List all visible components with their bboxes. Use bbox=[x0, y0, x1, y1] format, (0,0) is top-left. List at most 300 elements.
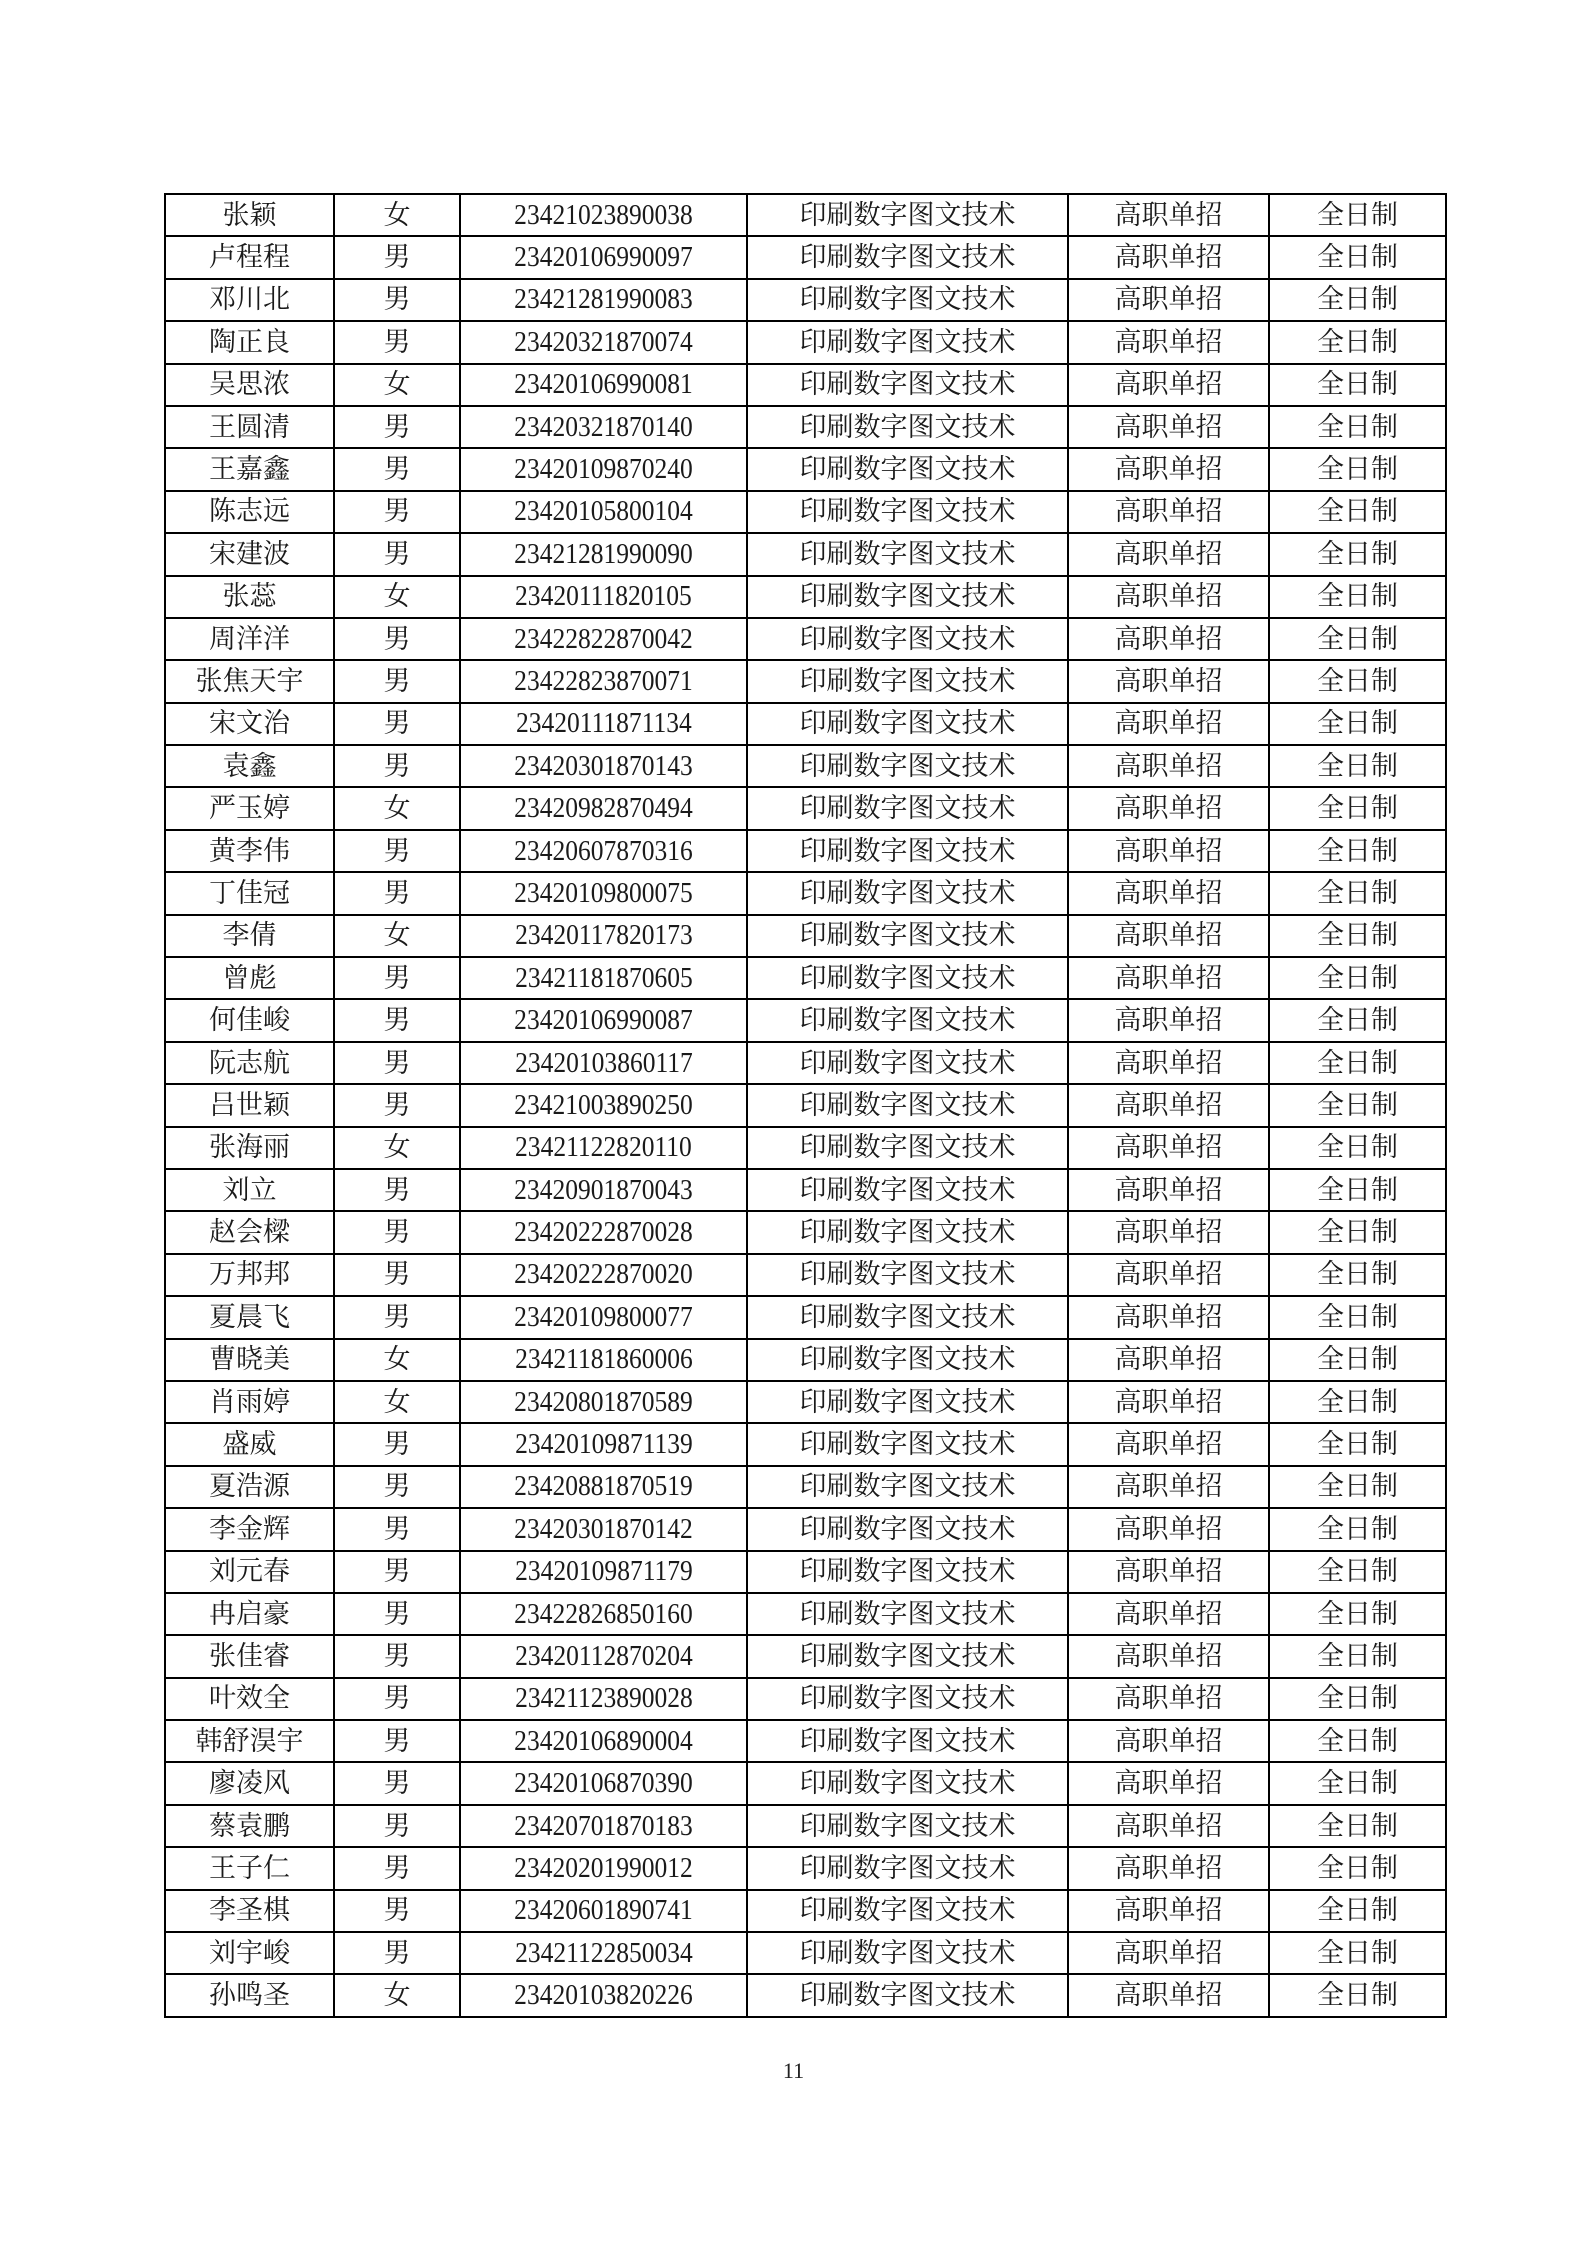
major-text: 印刷数字图文技术 bbox=[799, 1132, 1016, 1164]
student-name-cell bbox=[165, 957, 334, 999]
candidate-id-text: 23420109800077 bbox=[514, 1300, 693, 1333]
gender-cell bbox=[334, 1381, 460, 1423]
study-mode-cell bbox=[1269, 1635, 1446, 1677]
table-row bbox=[165, 533, 1446, 575]
major-text: 印刷数字图文技术 bbox=[799, 454, 1016, 486]
study-mode-cell bbox=[1269, 1762, 1446, 1804]
major-text: 印刷数字图文技术 bbox=[799, 581, 1016, 613]
table-row bbox=[165, 1932, 1446, 1974]
admission-type-text: 高职单招 bbox=[1114, 1725, 1223, 1757]
gender-text: 男 bbox=[383, 1810, 411, 1842]
major-cell bbox=[747, 576, 1068, 618]
candidate-id-text: 23421181870605 bbox=[514, 961, 693, 994]
study-mode-cell bbox=[1269, 576, 1446, 618]
candidate-id-cell bbox=[460, 1169, 747, 1211]
study-mode-cell bbox=[1269, 448, 1446, 490]
admission-type-text: 高职单招 bbox=[1114, 793, 1223, 825]
table-row bbox=[165, 448, 1446, 490]
candidate-id-text: 23420601890741 bbox=[514, 1894, 693, 1927]
gender-text: 男 bbox=[383, 326, 411, 358]
admission-type-cell bbox=[1068, 1169, 1269, 1211]
candidate-id-text: 23421181860006 bbox=[514, 1343, 693, 1376]
candidate-id-text: 23420103820226 bbox=[514, 1979, 693, 2012]
major-text: 印刷数字图文技术 bbox=[799, 1683, 1016, 1715]
student-name-text: 王嘉鑫 bbox=[209, 454, 290, 486]
study-mode-text: 全日制 bbox=[1317, 920, 1398, 952]
candidate-id-cell bbox=[460, 1381, 747, 1423]
major-text: 印刷数字图文技术 bbox=[799, 1047, 1016, 1079]
study-mode-text: 全日制 bbox=[1317, 369, 1398, 401]
major-cell bbox=[747, 872, 1068, 914]
study-mode-text: 全日制 bbox=[1317, 199, 1398, 231]
study-mode-cell bbox=[1269, 279, 1446, 321]
admission-type-cell bbox=[1068, 1339, 1269, 1381]
student-name-text: 刘元春 bbox=[209, 1556, 290, 1588]
study-mode-text: 全日制 bbox=[1317, 1259, 1398, 1291]
study-mode-text: 全日制 bbox=[1317, 496, 1398, 528]
student-name-cell bbox=[165, 321, 334, 363]
admission-type-text: 高职单招 bbox=[1114, 1640, 1223, 1672]
gender-cell bbox=[334, 1593, 460, 1635]
study-mode-text: 全日制 bbox=[1317, 411, 1398, 443]
gender-cell bbox=[334, 1084, 460, 1126]
gender-cell bbox=[334, 1254, 460, 1296]
study-mode-cell bbox=[1269, 533, 1446, 575]
candidate-id-cell bbox=[460, 1890, 747, 1932]
major-cell bbox=[747, 787, 1068, 829]
study-mode-text: 全日制 bbox=[1317, 1980, 1398, 2012]
student-name-cell bbox=[165, 915, 334, 957]
candidate-id-text: 23421023890038 bbox=[514, 198, 693, 231]
admission-type-text: 高职单招 bbox=[1114, 326, 1223, 358]
admission-type-cell bbox=[1068, 1974, 1269, 2016]
gender-text: 男 bbox=[383, 1259, 411, 1291]
candidate-id-cell bbox=[460, 491, 747, 533]
gender-text: 男 bbox=[383, 1217, 411, 1249]
student-name-cell bbox=[165, 787, 334, 829]
admission-type-cell bbox=[1068, 491, 1269, 533]
study-mode-cell bbox=[1269, 406, 1446, 448]
student-name-text: 叶效全 bbox=[209, 1683, 290, 1715]
major-text: 印刷数字图文技术 bbox=[799, 1810, 1016, 1842]
major-cell bbox=[747, 1508, 1068, 1550]
candidate-id-text: 23420103860117 bbox=[514, 1046, 693, 1079]
major-text: 印刷数字图文技术 bbox=[799, 1429, 1016, 1461]
student-name-text: 赵会樑 bbox=[209, 1217, 290, 1249]
major-cell bbox=[747, 618, 1068, 660]
table-row bbox=[165, 618, 1446, 660]
student-name-text: 袁鑫 bbox=[222, 750, 277, 782]
candidate-id-text: 23421122820110 bbox=[515, 1131, 692, 1164]
study-mode-text: 全日制 bbox=[1317, 1386, 1398, 1418]
major-cell bbox=[747, 745, 1068, 787]
candidate-id-text: 23421281990090 bbox=[514, 537, 693, 570]
admission-type-cell bbox=[1068, 1551, 1269, 1593]
student-name-cell bbox=[165, 1932, 334, 1974]
candidate-id-cell bbox=[460, 1339, 747, 1381]
study-mode-cell bbox=[1269, 618, 1446, 660]
major-text: 印刷数字图文技术 bbox=[799, 1980, 1016, 2012]
major-cell bbox=[747, 703, 1068, 745]
study-mode-text: 全日制 bbox=[1317, 623, 1398, 655]
study-mode-cell bbox=[1269, 1381, 1446, 1423]
gender-text: 女 bbox=[383, 369, 411, 401]
major-text: 印刷数字图文技术 bbox=[799, 1852, 1016, 1884]
student-name-text: 阮志航 bbox=[209, 1047, 290, 1079]
admission-type-text: 高职单招 bbox=[1114, 1980, 1223, 2012]
study-mode-text: 全日制 bbox=[1317, 1301, 1398, 1333]
gender-text: 男 bbox=[383, 1089, 411, 1121]
gender-text: 男 bbox=[383, 1640, 411, 1672]
study-mode-cell bbox=[1269, 1890, 1446, 1932]
table-row bbox=[165, 1551, 1446, 1593]
candidate-id-text: 23420222870028 bbox=[514, 1216, 693, 1249]
table-row bbox=[165, 915, 1446, 957]
candidate-id-text: 23420301870142 bbox=[514, 1512, 693, 1545]
study-mode-text: 全日制 bbox=[1317, 1471, 1398, 1503]
student-name-cell bbox=[165, 618, 334, 660]
student-name-text: 陶正良 bbox=[209, 326, 290, 358]
student-name-cell bbox=[165, 236, 334, 278]
gender-text: 男 bbox=[383, 750, 411, 782]
study-mode-text: 全日制 bbox=[1317, 1089, 1398, 1121]
study-mode-text: 全日制 bbox=[1317, 284, 1398, 316]
student-name-cell bbox=[165, 1635, 334, 1677]
study-mode-cell bbox=[1269, 1847, 1446, 1889]
major-cell bbox=[747, 1296, 1068, 1338]
student-name-cell bbox=[165, 1466, 334, 1508]
gender-cell bbox=[334, 1890, 460, 1932]
gender-text: 男 bbox=[383, 1471, 411, 1503]
admission-type-text: 高职单招 bbox=[1114, 962, 1223, 994]
gender-cell bbox=[334, 364, 460, 406]
student-name-cell bbox=[165, 1381, 334, 1423]
student-name-text: 周洋洋 bbox=[209, 623, 290, 655]
candidate-id-text: 23420117820173 bbox=[514, 919, 693, 952]
candidate-id-cell bbox=[460, 194, 747, 236]
admission-type-cell bbox=[1068, 1678, 1269, 1720]
study-mode-text: 全日制 bbox=[1317, 454, 1398, 486]
major-text: 印刷数字图文技术 bbox=[799, 1386, 1016, 1418]
roster-body bbox=[165, 194, 1446, 2017]
admission-type-text: 高职单招 bbox=[1114, 1429, 1223, 1461]
table-row bbox=[165, 236, 1446, 278]
candidate-id-cell bbox=[460, 1762, 747, 1804]
table-row bbox=[165, 1890, 1446, 1932]
major-text: 印刷数字图文技术 bbox=[799, 1513, 1016, 1545]
major-cell bbox=[747, 1762, 1068, 1804]
major-text: 印刷数字图文技术 bbox=[799, 708, 1016, 740]
table-row bbox=[165, 660, 1446, 702]
study-mode-text: 全日制 bbox=[1317, 1895, 1398, 1927]
admission-type-cell bbox=[1068, 1084, 1269, 1126]
gender-cell bbox=[334, 406, 460, 448]
study-mode-cell bbox=[1269, 194, 1446, 236]
table-row bbox=[165, 406, 1446, 448]
student-name-text: 吴思浓 bbox=[209, 369, 290, 401]
student-name-text: 张佳睿 bbox=[209, 1640, 290, 1672]
admission-type-text: 高职单招 bbox=[1114, 1471, 1223, 1503]
admission-type-cell bbox=[1068, 448, 1269, 490]
gender-cell bbox=[334, 1847, 460, 1889]
major-cell bbox=[747, 1211, 1068, 1253]
candidate-id-cell bbox=[460, 1720, 747, 1762]
table-row bbox=[165, 491, 1446, 533]
candidate-id-cell bbox=[460, 745, 747, 787]
major-text: 印刷数字图文技术 bbox=[799, 1640, 1016, 1672]
admission-type-text: 高职单招 bbox=[1114, 1683, 1223, 1715]
major-text: 印刷数字图文技术 bbox=[799, 835, 1016, 867]
gender-cell bbox=[334, 787, 460, 829]
study-mode-text: 全日制 bbox=[1317, 1556, 1398, 1588]
major-cell bbox=[747, 321, 1068, 363]
candidate-id-text: 23420301870143 bbox=[514, 749, 693, 782]
admission-type-cell bbox=[1068, 533, 1269, 575]
gender-cell bbox=[334, 1466, 460, 1508]
candidate-id-text: 23420201990012 bbox=[514, 1851, 693, 1884]
gender-cell bbox=[334, 618, 460, 660]
candidate-id-cell bbox=[460, 915, 747, 957]
admission-type-text: 高职单招 bbox=[1114, 1344, 1223, 1376]
admission-type-cell bbox=[1068, 957, 1269, 999]
gender-text: 男 bbox=[383, 1513, 411, 1545]
student-name-cell bbox=[165, 1127, 334, 1169]
study-mode-cell bbox=[1269, 321, 1446, 363]
table-row bbox=[165, 1211, 1446, 1253]
candidate-id-text: 23420801870589 bbox=[514, 1385, 693, 1418]
gender-cell bbox=[334, 703, 460, 745]
gender-cell bbox=[334, 1762, 460, 1804]
table-row bbox=[165, 1593, 1446, 1635]
candidate-id-cell bbox=[460, 1551, 747, 1593]
gender-cell bbox=[334, 1296, 460, 1338]
candidate-id-text: 23421123890028 bbox=[514, 1682, 693, 1715]
candidate-id-cell bbox=[460, 618, 747, 660]
study-mode-cell bbox=[1269, 872, 1446, 914]
table-row bbox=[165, 321, 1446, 363]
student-name-cell bbox=[165, 1508, 334, 1550]
student-name-text: 王子仁 bbox=[209, 1852, 290, 1884]
table-row bbox=[165, 703, 1446, 745]
major-cell bbox=[747, 1339, 1068, 1381]
student-name-text: 张颖 bbox=[222, 199, 277, 231]
gender-text: 男 bbox=[383, 1005, 411, 1037]
major-text: 印刷数字图文技术 bbox=[799, 920, 1016, 952]
major-text: 印刷数字图文技术 bbox=[799, 1725, 1016, 1757]
gender-cell bbox=[334, 872, 460, 914]
gender-text: 女 bbox=[383, 793, 411, 825]
student-name-cell bbox=[165, 279, 334, 321]
candidate-id-text: 23420106990081 bbox=[514, 368, 693, 401]
candidate-id-text: 23420106990087 bbox=[514, 1004, 693, 1037]
student-name-text: 黄李伟 bbox=[209, 835, 290, 867]
major-cell bbox=[747, 236, 1068, 278]
student-name-text: 张蕊 bbox=[222, 581, 277, 613]
study-mode-text: 全日制 bbox=[1317, 1725, 1398, 1757]
student-name-text: 肖雨婷 bbox=[209, 1386, 290, 1418]
admission-type-text: 高职单招 bbox=[1114, 1895, 1223, 1927]
candidate-id-cell bbox=[460, 787, 747, 829]
major-cell bbox=[747, 533, 1068, 575]
student-name-cell bbox=[165, 703, 334, 745]
admission-type-cell bbox=[1068, 1847, 1269, 1889]
admission-type-cell bbox=[1068, 1466, 1269, 1508]
admission-type-cell bbox=[1068, 1762, 1269, 1804]
candidate-id-text: 23420109871179 bbox=[514, 1555, 693, 1588]
gender-text: 男 bbox=[383, 623, 411, 655]
major-cell bbox=[747, 279, 1068, 321]
admission-type-text: 高职单招 bbox=[1114, 1047, 1223, 1079]
study-mode-cell bbox=[1269, 957, 1446, 999]
candidate-id-text: 23422822870042 bbox=[514, 622, 693, 655]
candidate-id-cell bbox=[460, 364, 747, 406]
candidate-id-text: 23422823870071 bbox=[514, 664, 693, 697]
candidate-id-cell bbox=[460, 1508, 747, 1550]
table-row bbox=[165, 364, 1446, 406]
gender-text: 男 bbox=[383, 835, 411, 867]
student-name-cell bbox=[165, 1423, 334, 1465]
table-row bbox=[165, 1508, 1446, 1550]
admission-type-text: 高职单招 bbox=[1114, 369, 1223, 401]
table-row bbox=[165, 1720, 1446, 1762]
candidate-id-text: 23421003890250 bbox=[514, 1088, 693, 1121]
gender-text: 男 bbox=[383, 1556, 411, 1588]
student-name-text: 张海丽 bbox=[209, 1132, 290, 1164]
gender-text: 女 bbox=[383, 581, 411, 613]
admission-type-text: 高职单招 bbox=[1114, 581, 1223, 613]
study-mode-cell bbox=[1269, 1423, 1446, 1465]
student-name-text: 刘立 bbox=[222, 1174, 277, 1206]
student-name-text: 陈志远 bbox=[209, 496, 290, 528]
admission-type-text: 高职单招 bbox=[1114, 835, 1223, 867]
candidate-id-text: 23420106890004 bbox=[514, 1724, 693, 1757]
admission-type-cell bbox=[1068, 1932, 1269, 1974]
candidate-id-cell bbox=[460, 703, 747, 745]
table-row bbox=[165, 1466, 1446, 1508]
major-text: 印刷数字图文技术 bbox=[799, 623, 1016, 655]
student-name-cell bbox=[165, 1762, 334, 1804]
student-name-text: 曾彪 bbox=[222, 962, 277, 994]
gender-cell bbox=[334, 745, 460, 787]
table-row bbox=[165, 1127, 1446, 1169]
major-text: 印刷数字图文技术 bbox=[799, 1259, 1016, 1291]
study-mode-text: 全日制 bbox=[1317, 793, 1398, 825]
candidate-id-cell bbox=[460, 1932, 747, 1974]
major-text: 印刷数字图文技术 bbox=[799, 242, 1016, 274]
major-cell bbox=[747, 1551, 1068, 1593]
study-mode-cell bbox=[1269, 1551, 1446, 1593]
admission-type-text: 高职单招 bbox=[1114, 920, 1223, 952]
student-name-cell bbox=[165, 533, 334, 575]
admission-type-text: 高职单招 bbox=[1114, 1174, 1223, 1206]
admission-type-cell bbox=[1068, 1593, 1269, 1635]
study-mode-text: 全日制 bbox=[1317, 877, 1398, 909]
study-mode-text: 全日制 bbox=[1317, 1005, 1398, 1037]
major-text: 印刷数字图文技术 bbox=[799, 1301, 1016, 1333]
candidate-id-cell bbox=[460, 1805, 747, 1847]
gender-cell bbox=[334, 1127, 460, 1169]
candidate-id-cell bbox=[460, 872, 747, 914]
table-row bbox=[165, 1296, 1446, 1338]
major-cell bbox=[747, 1423, 1068, 1465]
gender-text: 男 bbox=[383, 496, 411, 528]
study-mode-text: 全日制 bbox=[1317, 1132, 1398, 1164]
student-name-cell bbox=[165, 1720, 334, 1762]
gender-text: 男 bbox=[383, 1598, 411, 1630]
admission-type-cell bbox=[1068, 1635, 1269, 1677]
study-mode-cell bbox=[1269, 999, 1446, 1041]
gender-text: 男 bbox=[383, 1768, 411, 1800]
candidate-id-text: 23420701870183 bbox=[514, 1809, 693, 1842]
gender-cell bbox=[334, 236, 460, 278]
study-mode-cell bbox=[1269, 1678, 1446, 1720]
gender-cell bbox=[334, 915, 460, 957]
gender-cell bbox=[334, 1720, 460, 1762]
major-text: 印刷数字图文技术 bbox=[799, 496, 1016, 528]
candidate-id-cell bbox=[460, 448, 747, 490]
major-text: 印刷数字图文技术 bbox=[799, 1174, 1016, 1206]
major-cell bbox=[747, 1254, 1068, 1296]
major-cell bbox=[747, 1847, 1068, 1889]
student-name-text: 严玉婷 bbox=[209, 793, 290, 825]
gender-cell bbox=[334, 576, 460, 618]
candidate-id-text: 23422826850160 bbox=[514, 1597, 693, 1630]
study-mode-text: 全日制 bbox=[1317, 1810, 1398, 1842]
study-mode-text: 全日制 bbox=[1317, 1683, 1398, 1715]
admission-type-text: 高职单招 bbox=[1114, 1513, 1223, 1545]
candidate-id-text: 23420111820105 bbox=[515, 580, 692, 613]
admission-type-cell bbox=[1068, 915, 1269, 957]
admission-type-text: 高职单招 bbox=[1114, 1852, 1223, 1884]
gender-cell bbox=[334, 448, 460, 490]
candidate-id-text: 23420112870204 bbox=[514, 1639, 693, 1672]
study-mode-cell bbox=[1269, 1720, 1446, 1762]
student-name-text: 夏晨飞 bbox=[209, 1301, 290, 1333]
study-mode-text: 全日制 bbox=[1317, 242, 1398, 274]
gender-cell bbox=[334, 1635, 460, 1677]
admission-type-text: 高职单招 bbox=[1114, 496, 1223, 528]
admission-type-text: 高职单招 bbox=[1114, 750, 1223, 782]
admission-type-text: 高职单招 bbox=[1114, 665, 1223, 697]
student-name-text: 吕世颖 bbox=[209, 1089, 290, 1121]
candidate-id-cell bbox=[460, 1593, 747, 1635]
candidate-id-text: 23421122850034 bbox=[514, 1936, 693, 1969]
admission-type-text: 高职单招 bbox=[1114, 538, 1223, 570]
student-name-text: 王圆清 bbox=[209, 411, 290, 443]
gender-text: 男 bbox=[383, 538, 411, 570]
student-name-text: 夏浩源 bbox=[209, 1471, 290, 1503]
admission-type-cell bbox=[1068, 1805, 1269, 1847]
admission-type-cell bbox=[1068, 787, 1269, 829]
study-mode-cell bbox=[1269, 915, 1446, 957]
candidate-id-cell bbox=[460, 533, 747, 575]
gender-cell bbox=[334, 1678, 460, 1720]
candidate-id-cell bbox=[460, 1127, 747, 1169]
table-row bbox=[165, 1974, 1446, 2016]
admission-type-cell bbox=[1068, 364, 1269, 406]
admission-type-text: 高职单招 bbox=[1114, 454, 1223, 486]
study-mode-text: 全日制 bbox=[1317, 1640, 1398, 1672]
study-mode-cell bbox=[1269, 1296, 1446, 1338]
gender-cell bbox=[334, 533, 460, 575]
student-name-cell bbox=[165, 1084, 334, 1126]
admission-type-text: 高职单招 bbox=[1114, 1217, 1223, 1249]
gender-text: 男 bbox=[383, 1937, 411, 1969]
study-mode-cell bbox=[1269, 236, 1446, 278]
student-name-text: 曹晓美 bbox=[209, 1344, 290, 1376]
admission-type-text: 高职单招 bbox=[1114, 284, 1223, 316]
major-cell bbox=[747, 999, 1068, 1041]
